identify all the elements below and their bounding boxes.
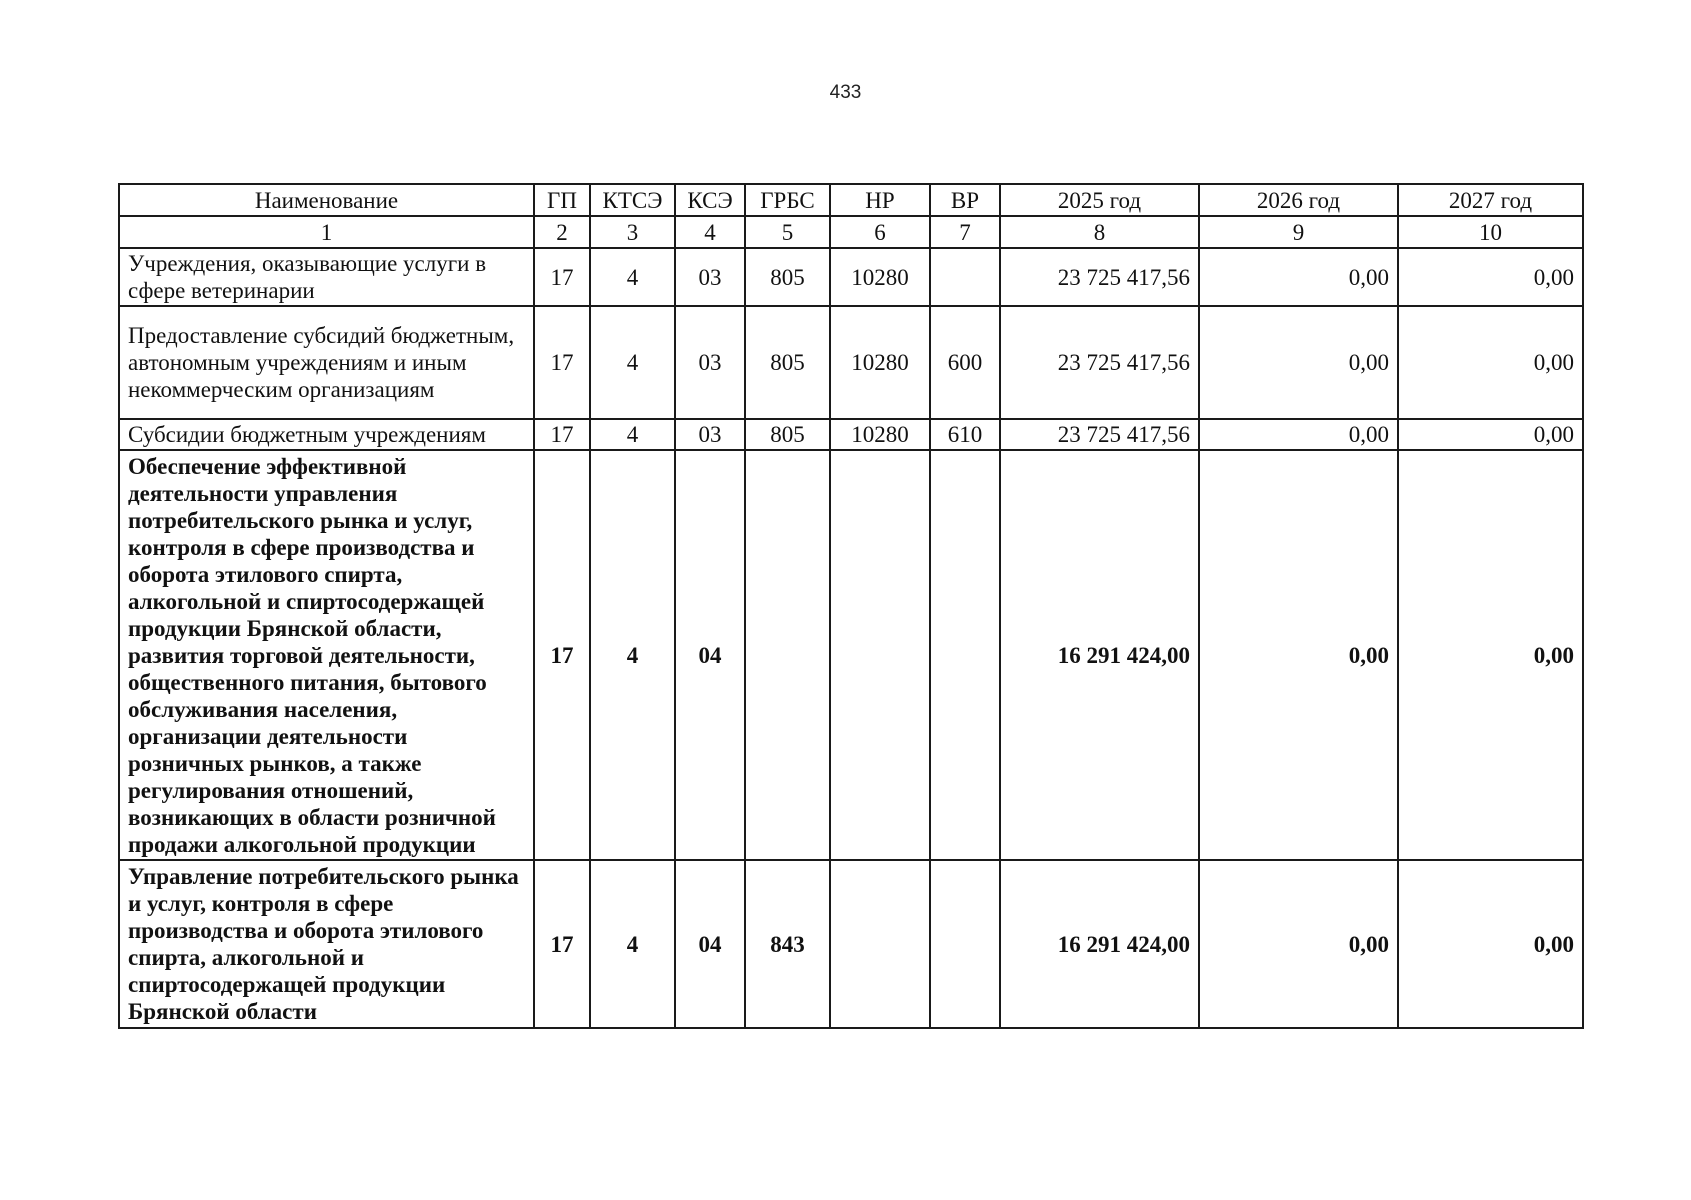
column-number: 5 [745, 216, 830, 248]
table-row [119, 860, 1583, 1028]
column-number: 10 [1398, 216, 1583, 248]
row-grbs: 805 [745, 306, 830, 419]
row-2026: 0,00 [1199, 419, 1398, 450]
row-name: Учреждения, оказывающие услуги в сфере ветеринарии [119, 248, 534, 306]
header-grbs: ГРБС [745, 184, 830, 216]
row-vr: 610 [930, 419, 1000, 450]
row-ktse: 4 [590, 306, 675, 419]
row-2025: 16 291 424,00 [1000, 860, 1199, 1028]
header-row [119, 184, 1583, 216]
header-2027: 2027 год [1398, 184, 1583, 216]
row-kse: 04 [675, 860, 745, 1028]
row-name: Предоставление субсидий бюджетным, автономным учреждениям и иным некоммерческим организациям [119, 306, 534, 419]
header-ktse: КТСЭ [590, 184, 675, 216]
row-grbs: 805 [745, 419, 830, 450]
row-gp: 17 [534, 450, 590, 860]
header-nr: НР [830, 184, 930, 216]
header-kse: КСЭ [675, 184, 745, 216]
row-nr [830, 450, 930, 860]
row-2026: 0,00 [1199, 450, 1398, 860]
row-vr: 600 [930, 306, 1000, 419]
header-name: Наименование [119, 184, 534, 216]
row-2026: 0,00 [1199, 306, 1398, 419]
row-2027: 0,00 [1398, 306, 1583, 419]
row-vr [930, 450, 1000, 860]
row-2025: 16 291 424,00 [1000, 450, 1199, 860]
row-grbs [745, 450, 830, 860]
column-number: 6 [830, 216, 930, 248]
row-kse: 03 [675, 419, 745, 450]
header-2026: 2026 год [1199, 184, 1398, 216]
row-vr [930, 248, 1000, 306]
row-2026: 0,00 [1199, 860, 1398, 1028]
row-gp: 17 [534, 306, 590, 419]
row-name: Управление потребительского рынка и услуг, контроля в сфере производства и оборота этилового спирта, алкогольной и спиртосодержащей продукции Брянской области [119, 860, 534, 1028]
row-ktse: 4 [590, 860, 675, 1028]
budget-table [118, 183, 1584, 1029]
row-ktse: 4 [590, 450, 675, 860]
row-nr [830, 860, 930, 1028]
header-vr: ВР [930, 184, 1000, 216]
row-2025: 23 725 417,56 [1000, 419, 1199, 450]
row-grbs: 805 [745, 248, 830, 306]
row-2025: 23 725 417,56 [1000, 306, 1199, 419]
header-2025: 2025 год [1000, 184, 1199, 216]
row-vr [930, 860, 1000, 1028]
row-2025: 23 725 417,56 [1000, 248, 1199, 306]
row-nr: 10280 [830, 306, 930, 419]
row-gp: 17 [534, 860, 590, 1028]
row-name: Субсидии бюджетным учреждениям [119, 419, 534, 450]
header-gp: ГП [534, 184, 590, 216]
column-number: 4 [675, 216, 745, 248]
row-kse: 03 [675, 248, 745, 306]
row-ktse: 4 [590, 248, 675, 306]
row-2027: 0,00 [1398, 248, 1583, 306]
row-2027: 0,00 [1398, 860, 1583, 1028]
column-number: 9 [1199, 216, 1398, 248]
column-number-row [119, 216, 1583, 248]
row-gp: 17 [534, 248, 590, 306]
row-2026: 0,00 [1199, 248, 1398, 306]
table-row [119, 419, 1583, 450]
row-name: Обеспечение эффективной деятельности управления потребительского рынка и услуг, контроля в сфере производства и оборота этилового спирта, алкогольной и спиртосодержащей продукции Брянской области, развития торговой деятельности, общественного питания, бытового обслуживания населения, организации деятельности розничных рынков, а также регулирования отношений, возникающих в области розничной продажи алкогольной продукции [119, 450, 534, 860]
table-row [119, 450, 1583, 860]
row-kse: 04 [675, 450, 745, 860]
column-number: 3 [590, 216, 675, 248]
page-number: 433 [829, 82, 862, 103]
table-row [119, 248, 1583, 306]
row-ktse: 4 [590, 419, 675, 450]
row-gp: 17 [534, 419, 590, 450]
row-nr: 10280 [830, 248, 930, 306]
column-number: 8 [1000, 216, 1199, 248]
row-2027: 0,00 [1398, 419, 1583, 450]
column-number: 7 [930, 216, 1000, 248]
column-number: 2 [534, 216, 590, 248]
row-nr: 10280 [830, 419, 930, 450]
row-kse: 03 [675, 306, 745, 419]
row-grbs: 843 [745, 860, 830, 1028]
table-row [119, 306, 1583, 419]
column-number: 1 [119, 216, 534, 248]
row-2027: 0,00 [1398, 450, 1583, 860]
